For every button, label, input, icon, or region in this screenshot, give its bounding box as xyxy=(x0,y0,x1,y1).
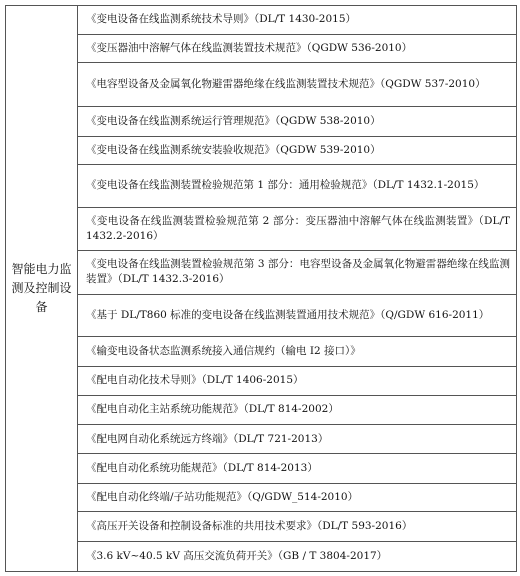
table-row xyxy=(6,34,517,63)
standard-item: 《变电设备在线监测装置检验规范第 3 部分：电容型设备及金属氧化物避雷器绝缘在线监测装置》（DL/T 1432.3-2016） xyxy=(78,251,517,295)
standard-item: 《配电自动化技术导则》（DL/T 1406-2015） xyxy=(78,366,517,395)
table-row xyxy=(6,483,517,512)
standard-item: 《配电自动化主站系统功能规范》（DL/T 814-2002） xyxy=(78,395,517,425)
standard-item: 《变压器油中溶解气体在线监测装置技术规范》（QGDW 536-2010） xyxy=(78,34,517,63)
table-row xyxy=(6,366,517,395)
table-row xyxy=(6,542,517,572)
standard-item: 《电容型设备及金属氧化物避雷器绝缘在线监测装置技术规范》（QGDW 537-2010） xyxy=(78,63,517,107)
table-row xyxy=(6,395,517,425)
table-row xyxy=(6,63,517,107)
standard-item: 《变电设备在线监测装置检验规范第 1 部分：通用检验规范》（DL/T 1432.1-2015） xyxy=(78,165,517,207)
standard-item: 《变电设备在线监测装置检验规范第 2 部分：变压器油中溶解气体在线监测装置》（DL/T 1432.2-2016） xyxy=(78,207,517,251)
standard-item: 《变电设备在线监测系统技术导则》（DL/T 1430-2015） xyxy=(78,6,517,35)
standard-item: 《3.6 kV~40.5 kV 高压交流负荷开关》（GB / T 3804-2017） xyxy=(78,542,517,572)
table-row xyxy=(6,6,517,35)
table-row xyxy=(6,512,517,542)
standard-item: 《基于 DL/T860 标准的变电设备在线监测装置通用技术规范》（Q/GDW 616-2011） xyxy=(78,294,517,336)
standard-item: 《高压开关设备和控制设备标准的共用技术要求》（DL/T 593-2016） xyxy=(78,512,517,542)
table-row xyxy=(6,207,517,251)
table-row xyxy=(6,337,517,367)
table-row xyxy=(6,106,517,136)
table-row xyxy=(6,165,517,207)
standard-item: 《变电设备在线监测系统运行管理规范》（QGDW 538-2010） xyxy=(78,106,517,136)
table-row xyxy=(6,251,517,295)
standard-item: 《配电网自动化系统远方终端》（DL/T 721-2013） xyxy=(78,425,517,454)
standard-item: 《输变电设备状态监测系统接入通信规约（输电 I2 接口）》 xyxy=(78,337,517,367)
standards-table xyxy=(5,5,517,572)
standard-item: 《配电自动化终端/子站功能规范》（Q/GDW_514-2010） xyxy=(78,483,517,512)
table-row xyxy=(6,453,517,483)
standard-item: 《配电自动化系统功能规范》（DL/T 814-2013） xyxy=(78,453,517,483)
standard-item: 《变电设备在线监测系统安装验收规范》（QGDW 539-2010） xyxy=(78,136,517,165)
table-row xyxy=(6,294,517,336)
table-row xyxy=(6,425,517,454)
table-row xyxy=(6,136,517,165)
category-cell: 智能电力监测及控制设备 xyxy=(6,6,78,572)
